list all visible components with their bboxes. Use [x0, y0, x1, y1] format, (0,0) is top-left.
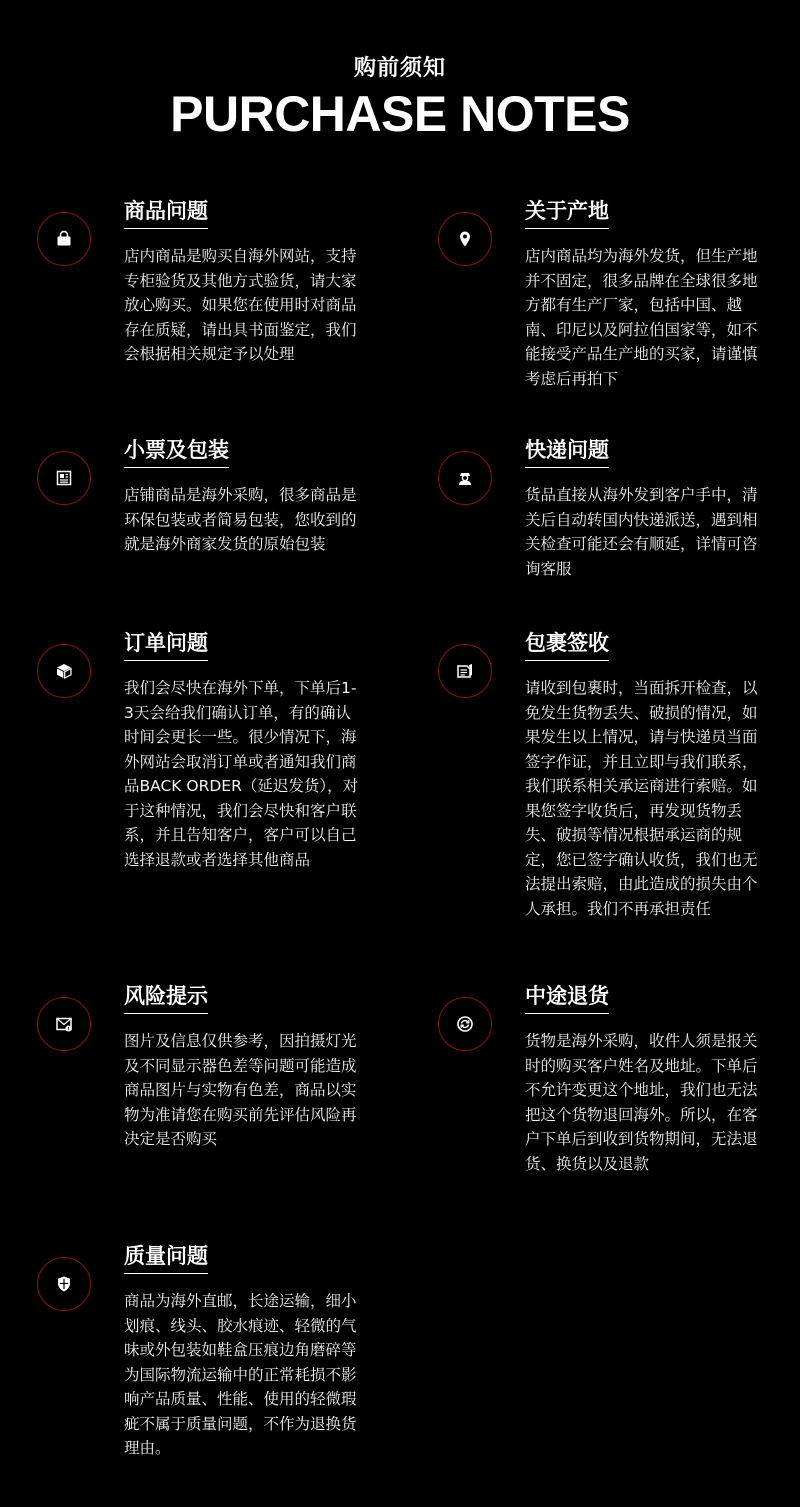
icon-ring — [37, 451, 91, 505]
note-title: 商品问题 — [124, 198, 208, 229]
shield-icon — [55, 1275, 73, 1293]
note-body: 店内商品均为海外发货，但生产地并不固定，很多品牌在全球很多地方都有生产厂家，包括中国、越南、印尼以及阿拉伯国家等，如不能接受产品生产地的买家，请谨慎考虑后再拍下 — [525, 247, 758, 388]
page-subtitle: 购前须知 — [353, 56, 446, 81]
icon-ring — [37, 212, 91, 266]
note-title: 中途退货 — [525, 983, 609, 1014]
note-body: 货品直接从海外发到客户手中，清关后自动转国内快递派送，遇到相关检查可能还会有顺延，详情可咨询客服 — [525, 486, 758, 578]
note-body: 店内商品是购买自海外网站，支持专柜验货及其他方式验货，请大家放心购买。如果您在使用时对商品存在质疑，请出具书面鉴定，我们会根据相关规定予以处理 — [124, 247, 357, 363]
note-title: 关于产地 — [525, 198, 609, 229]
note-title: 质量问题 — [124, 1243, 208, 1274]
note-parcel-signing — [438, 630, 798, 918]
return-cycle-icon — [456, 1015, 474, 1033]
page-header — [0, 54, 800, 142]
note-quality — [37, 1243, 397, 1483]
warning-message-icon — [55, 1015, 73, 1033]
note-risk-warning — [37, 983, 397, 1223]
note-title: 小票及包装 — [124, 437, 229, 468]
icon-ring — [438, 644, 492, 698]
note-title: 快递问题 — [525, 437, 609, 468]
note-origin — [438, 198, 798, 438]
note-title: 订单问题 — [124, 630, 208, 661]
note-product-issues — [37, 198, 397, 438]
icon-ring — [438, 212, 492, 266]
receipt-icon — [55, 469, 73, 487]
page-title: PURCHASE NOTES — [170, 86, 630, 142]
note-title: 包裹签收 — [525, 630, 609, 661]
shopping-bag-icon — [55, 230, 73, 248]
icon-ring — [37, 1257, 91, 1311]
icon-ring — [438, 997, 492, 1051]
icon-ring — [37, 997, 91, 1051]
note-body: 货物是海外采购，收件人须是报关时的购买客户姓名及地址。下单后不允许变更这个地址，我们也无法把这个货物退回海外。所以，在客户下单后到收到货物期间，无法退货、换货以及退款 — [525, 1032, 758, 1173]
note-midway-return — [438, 983, 798, 1223]
note-title: 风险提示 — [124, 983, 208, 1014]
note-body: 我们会尽快在海外下单，下单后1-3天会给我们确认订单，有的确认时间会更长一些。很少情况下，海外网站会取消订单或者通知我们商品BACK ORDER（延迟发货），对于这种情况，我们会尽快和客户联系，并且告知客户，客户可以自己选择退款或者选择其他商品 — [124, 679, 359, 869]
note-body: 店铺商品是海外采购，很多商品是环保包装或者简易包装，您收到的就是海外商家发货的原始包装 — [124, 486, 357, 553]
note-body: 图片及信息仅供参考，因拍摄灯光及不同显示器色差等问题可能造成商品图片与实物有色差，商品以实物为准请您在购买前先评估风险再决定是否购买 — [124, 1032, 357, 1148]
icon-ring — [37, 644, 91, 698]
note-body: 商品为海外直邮，长途运输，细小划痕、线头、胶水痕迹、轻微的气味或外包装如鞋盒压痕边角磨碎等为国际物流运输中的正常耗损不影响产品质量、性能、使用的轻微瑕疵不属于质量问题，不作为退换货理由。 — [124, 1292, 357, 1457]
icon-ring — [438, 451, 492, 505]
location-pin-icon — [456, 230, 474, 248]
note-body: 请收到包裹时，当面拆开检查，以免发生货物丢失、破损的情况，如果发生以上情况，请与快递员当面签字作证，并且立即与我们联系，我们联系相关承运商进行索赔。如果您签字收货后，再发现货物丢失、破损等情况根据承运商的规定，您已签字确认收货，我们也无法提出索赔，由此造成的损失由个人承担。我们不再承担责任 — [525, 679, 758, 918]
package-box-icon — [55, 662, 73, 680]
note-order — [37, 630, 397, 870]
courier-icon — [456, 469, 474, 487]
signature-book-icon — [456, 662, 474, 680]
